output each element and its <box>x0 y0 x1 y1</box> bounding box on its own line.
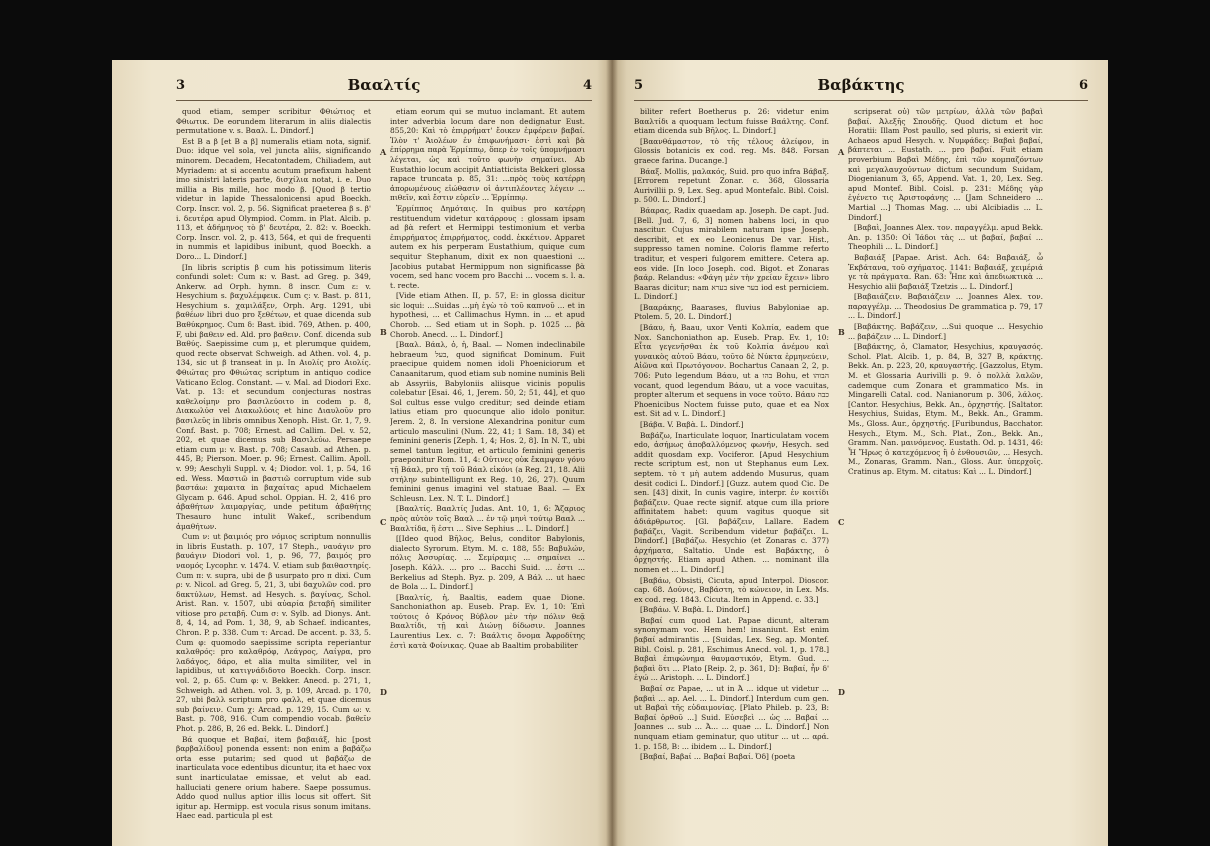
paragraph: [Βαβάκτης, ὁ, Clamator, Hesychius, κραυγασός. Schol. Plat. Alcib. 1, p. 84, B, 327 B, κράκτης. Bekk. An. p. 223, 20, κραυγαστής. [Gazzolus, Etym. M. et Glossaria Aurivilli p. 9. ὁ πολλὰ λαλῶν, cademque cum Zonara et grammatico Ms. in Mingarelli Catal. cod. Nanianorum p. 306, λάλος. [Cantor. Hesychius, Bekk. An., ὀρχηστής. [Saltator. Hesychius, Suidas, Etym. M., Bekk. An., Gramm. Ms., Gloss. Aur., ὀρχηστής. [Furibundus, Bacchator. Hesych., Etym. M., Sch. Plat., Zon., Bekk. An., Gramm. Nan. μαινόμενος. Eustath. Od. p. 1431, 46: Ἦ Ἥρως ὁ κατεχόμενος ἢ ὁ ἐνθουσιῶν, ... Hesych. Μ., Zonaras, Gramm. Nan., Gloss. Aur. ὑπερχοῖς. Cratinus ap. Etym. M. citatus: Καὶ ... L. Dindorf.] <box>848 342 1043 476</box>
section-letter: C <box>380 517 387 527</box>
right-page-column-2 <box>848 107 1043 846</box>
open-book <box>112 60 1108 846</box>
paragraph: Βάαρας, Radix quaedam ap. Joseph. De capt. Jud. [Bell. Jud. 7, 6, 3] nomen habens loci, in quo nascitur. Cujus mirabilem naturam ipse Joseph. describit, et ex eo Leonicenus De var. Hist., suppresso tamen nomine. Coloris flamme referto traditur, et vesperi fulgorem emittere. Cetera ap. eos vide. [In loco Joseph. cod. Bigot. et Zonaras βαάρ. Relandus: «Φάγη μὲν τὴν χρείαν ἔχειν» libro Baaras dicitur; nam בערא sive בער iod est perniciem. L. Dindorf.] <box>634 205 829 302</box>
section-letter: D <box>380 687 387 697</box>
paragraph: [Βααλ. Βάαλ, ὁ, ἡ, Baal. — Nomen indeclinabile hebraeum בעל, quod significat Dominum. Fuit praecipue quidem nomen idoli Phoeniciorum et Canaanitarum, quod etiam sub nomine numinis Beli ab Assyriis, Babyloniis aliisque vicinis populis colebatur [Esai. 46, 1, Jerem. 50, 2; 51, 44], et quo Sol cultus esse vulgo creditur; sed deinde etiam latius etiam pro quocunque alio idolo ponitur. Jerem. 2, 8. In versione Alexandrina ponitur cum articulo masculini (Num. 22, 41; 1 Sam. 18, 34) et feminini generis [Zeph. 1, 4; Hos. 2, 8]. In N. T., ubi semel tantum legitur, et articulo feminini generis praeponitur Rom. 11, 4: Οὐτινες οὐκ ἔκαμψαν γόνυ τῇ Βάαλ, pro τῇ τοῦ Βάαλ εἰκόνι (a Reg. 21, 18. Alii στήλην subintelligunt ex Reg. 10, 26, 27). Quum feminini genus imagini vel statuae Baal. — Ex Schleusn. Lex. N. T. L. Dindorf.] <box>390 340 585 503</box>
section-letter: B <box>838 327 845 337</box>
paragraph: [Vide etiam Athen. II, p. 57, E: in glossa dicitur sic loqui: ...Suidas ...μὴ ἐγὼ τὸ τοῦ καπνοῦ ... et in hypothesi, ... et Callimachus Hymn. in ... et apud Chorob. ... Sed etiam ut in Soph. p. 1025 ... βὰ Chorob. Anecd. ... L. Dindorf.] <box>390 291 585 339</box>
paragraph: [Βααλτίς, ἡ, Baaltis, eadem quae Dione. Sanchoniathon ap. Euseb. Prap. Ev. 1, 10: Ἐπὶ τούτοις ὁ Κρόνος Βύβλον μὲν τὴν πόλιν θεᾷ Βααλτίδι, τῇ καὶ Διώνῃ δίδωσιν. Joannes Laurentius Lex. c. 7: Βαάλτις ὄνομα Ἀφροδίτης ἐστὶ κατὰ Φοίνικας. Quae ab Baaltim probabiliter <box>390 592 585 650</box>
paragraph: [Βαβάω. V. Βαβὰ. L. Dindorf.] <box>640 605 750 615</box>
paragraph: [In libris scriptis β cum his potissimum literis confundi solet: Cum κ: v. Bast. ad Greg. p. 349, Ankerw. ad Orph. hymn. 8 inscr. Cum ε: v. Hesychium s. βαχυλέμφεικ. Cum ς: v. Bast. p. 811, Hesychium s. χαμιλάξεν, Orph. Arg. 1291, ubi βαθέων libri duo pro ξεθέτων, et quae dicenda sub Βαθύκρημος. Cum δ: Bast. ibid. 769, Athen. p. 400, F, ubi βαθειν ed. Ald. pro βαθειν. Conf. dicenda sub Βαθύς. Saepissime cum μ, et plerumque quidem, quod recte observat Schweigh. ad Athen. vol. 4, p. 134, sic ut β transeat in μ. In Αιολίς pro Αιολίς. Φθιώτας pro Φθιώτας scriptum in antiquo codice Vaticano Eclog. Constant. — v. Mal. ad Diodori Exc. Vat. p. 13: et secundum conjecturas nostras καθελοίμην pro βασιλεύοιτο in codem p. 8, Διακωλύσ vel Διακωλύοις et hinc Διαυλοῦν pro βασιλεῦς in libris omnibus Xenoph. Hist. Gr. 1, 7, 9. Conf. Bast. p. 708; Ernest. ad Callim. Del. v. 52, 202, et quae dicemus sub Βασιλεύω. Persaepe etiam cum μ: v. Bast. p. 708; Casaub. ad Athen. p. 445, B; Pierson. Moer. p. 96; Ernest. Callim. Apoll. v. 99; Aeschyli Suppl. v. 4; Diodor. vol. 1, p. 54, 16 ed. Wess. Μαστιῶ in βαστιῶ corruptum vide sub βαστάω: χαμαιτα in βαχαίτας apud Michaelem Glycam p. 646. Apud schol. Oppian. H. 2, 416 pro ἀβαθήτων λαιμαργίας, unde petitum ἀβαθήτης Thesauro hunc intulit Wakef., scribendum ἀμαθήτων. <box>176 262 371 531</box>
running-headword: Βααλτίς <box>347 76 421 94</box>
paragraph: Βάαξ. Mollis, μαλακός, Suid. pro quo infra Βάβαξ. [Errorem repetunt Zonar. c. 368, Glossaria Aurivillii p. 9, Lex. Seg. apud Montefalc. Bibl. Coisl. p. 500. L. Dindorf.] <box>634 166 829 205</box>
paragraph: etiam eorum qui se mutuo inclamant. Et autem inter adverbia locum dare non dedignatur Eust. 855,20: Καὶ τὸ ἐπιρρήματ' ἔοικεν ἐμφέρειν βαβαί. Ἰλὸν τ' Ἀιολέων ἐν ἐπιφωνήμασι· ἐστὶ καὶ βὰ ἐπίρρημα παρὰ Ἑρμίππῳ, ὅπερ ἐν τοῖς ὑπομνήμασι λέγεται, ὡς καὶ τοῦτο φωνὴν σημαίνει. Ab Eustathio locum accipit Antiatticista Bekkeri glossa rapace truncata p. 85, 31: ...πρὸς τοὺς κατέρρη ἀπορωμένους εἰώθασιν οἱ ἀντιπλέοντες λέγειν ... πιθεῖν, καὶ ἔστιν εὑρεῖν ... Ἑρμίππῳ. <box>390 107 585 203</box>
paragraph: scripserat οὐ) τῶν μετρίων, ἀλλὰ τῶν βαβαὶ βαβαί. Ἀλεξῆς Σπουδῆς. Quod dictum et hoc Horatii: Illam Post paullo, sed pluris, si exierit vir. Achaeos apud Hesych. v. Νυμφάδες: Βαβαὶ βαβαί, βάπτεται ... Eustath. ... pro βαβαί. Fuit etiam proverbium Βαβαὶ Μέδης, ἐπὶ τῶν κομπαζόντων καὶ μεγαλαυχούντων dictum secundum Suidam, Diogenianum 3, 65, Append. Vat. 1, 20, Lex. Seg. apud Montef. Bibl. Coisl. p. 231: Μέδης γὰρ ἐγένετο τις Ἀριστοφάνης ... [Jam Schneidero ... Martial ...] Thomas Mag. ... ubi Alcibiadis ... L. Dindorf.] <box>848 107 1043 222</box>
section-letter: B <box>380 327 387 337</box>
paragraph: Est B a β [et B a β] numeralis etiam nota, signif. Duo: idque vel sola, vel juncta aliis, significando minorem. Decadem, Hecatontadem, Chiliadem, aut Myriadem: at si accentu acutum praefixum habent imo sinistri lateris parte, δισχίλια notat, i. e. Duo millia a Bis mille, hoc modo β. [Quod β tertio videtur in lapide Thessalonicensi apud Boeckh. Corp. Inscr. vol. 2, p. 56. Significat praeterea β s. β' i. δευτέρα apud Olympiod. Comm. in Plat. Alcib. p. 113, et ἀδήμηνος τὸ β' δευτέρα, 2. 82: v. Boeckh. Corp. Inscr. vol. 2, p. 413, 564, et qui de frequenti in nummis et lapidibus inibunt, quod Boeckh. a Doro... L. Dindorf.] <box>176 136 371 261</box>
paragraph: [Βαβαὶ, Joannes Alex. τον. παραγγέλμ. apud Bekk. An. p. 1350: Οἱ Ἰάδοι τὰς ... ut βαβαί, βαβαί ... Theophili ... L. Dindorf.] <box>848 223 1043 252</box>
paragraph: [[Ideo quod Βῆλος, Belus, conditor Babylonis, dialecto Syrorum. Etym. M. c. 188, 55: Βαβυλών, πόλις Ἀσσυρίας. ... Σεμίραμις ... σημαίνει ... Joseph. Κάλλ. ... pro ... Bacchi Suid. ... ἐστι ... Berkelius ad Steph. Byz. p. 209, A Βάλ ... ut haec de Bola ... L. Dindorf.] <box>390 534 585 592</box>
left-page-column-2 <box>390 107 585 846</box>
paragraph: [Βααλτίς. Βααλτίς Judas. Ant. 10, 1, 6: Ἄζαριος πρὸς αὐτὸν τοῖς Βααλ ... ἐν τῷ μηνὶ τούτῳ Βααλ ... Βααλτίδα, ἥ ἐστι ... Sive Sephius ... L. Dindorf.] <box>390 504 585 533</box>
book-gutter <box>606 60 618 846</box>
section-letter: A <box>380 147 387 157</box>
section-letter: D <box>838 687 845 697</box>
paragraph: [Βάβα. V. Βαβὰ. L. Dindorf.] <box>640 420 744 429</box>
left-page-columns <box>176 107 592 846</box>
paragraph: Βά quoque et Βαβαί, item βαβαιάξ, hic [post βαρβαλίδου] ponenda essent: non enim a βαβάζω orta esse putarim; sed quod ut βαβάζω de inarticulata voce edentibus dicuntur, ita et haec vox sunt inarticulatae emissae, et velut ab ead. halluciati genere orium habere. Saepe possumus. Addo quod nullus aptior illis locus sit offert. Sit igitur ap. Hermipp. est vocula risus sonum imitans. Haec ead. particula pl est <box>176 734 371 821</box>
paragraph: Ἑρμίππος Δημόταις. In quibus pro κατέρρη restituendum videtur κατάρρους : glossam ipsam ad βὰ refert et Hermippi testimonium et verba ἐπιρρήματος ἐπιρρήματος, codd. ἐκκέτιον. Apparet autem ex his perperam Eustathium, quique cum sequitur Stephanum, dixit ex non quaestioni ... Jacobius putabat Hermippum non significasse βὰ vocem, sed hanc vocem pro Bacchi ... vocem s. l. a. t. recte. <box>390 203 585 290</box>
right-page-columns <box>634 107 1088 846</box>
left-page-column-1 <box>176 107 371 846</box>
paragraph: quod etiam, semper scribitur Φθιώτιος et Φθιωτικ. De eorundem literarum in aliis dialectis permutatione v. s. Βααλ. L. Dindorf.] <box>176 107 371 136</box>
left-page-header <box>176 78 592 101</box>
paragraph: Βαβαί cum quod Lat. Papae dicunt, alteram synonymam voc. Hem hem! insaniunt. Est enim βαβαί admirantis ... [Suidas, Lex. Seg. ap. Montef. Bibl. Coisl. p. 281, Eschimus Anecd. vol. 1, p. 178.] Βαβαὶ ἐπιφώνημα θαυμαστικόν, Etym. Gud. ... βαβαὶ ὅτι ... Plato [Reip. 2, p. 361, D]: Βαβαί, ἦν δ' ἐγώ ... Aristoph. ... L. Dindorf.] <box>634 615 829 683</box>
running-headword: Βαβάκτης <box>817 76 905 94</box>
paragraph: Βαβαιάξ [Papae. Arist. Ach. 64: Βαβαιάξ, ὦ Ἐκβάτανα, τοῦ σχήματος. 1141: Βαβαιάξ, χειμέριά γε τὰ πράγματα. Ran. 63: Ἦπε καὶ ἀπεδιωκτικὰ ... Hesychio alii βαβαιάξ Tzetzis ... L. Dindorf.] <box>848 252 1043 291</box>
paragraph: [Βαβαιάζειν. Βαβαιάζειν ... Joannes Alex. τον. παραγγέλμ. ... Theodosius De grammatica p. 79, 17 ... L. Dindorf.] <box>848 292 1043 321</box>
right-page <box>612 60 1108 846</box>
paragraph: Cum ν: ut βαιμιός pro νόμιος scriptum nonnullis in libris Eustath. p. 107, 17 Steph., ναυάγιν pro βαυάγιν Diodori vol. 1, p. 96, 77, βαιμός pro ναομός Lycophr. v. 1474. V. etiam sub βαιθαστηρίς. Cum π: v. supra, ubi de β usurpato pro π dixi. Cum ρ: v. Nicol. ad Greg. 5, 21, 3, ubi δαχυλῶν cod. pro δακτύλων, Hemst. ad Hesych. s. βαγίνας, Schol. Arist. Ran. v. 1507, ubi αὐαρία βεταβῆ similiter vitiose pro ρεταβῆ. Cum σ: v. Sylb. ad Dionys. Ant. 8, 4, 14, ad Pom. 1, 38, 9, ab Schaef. indicantes, Chron. P. p. 338. Cum τ: Arcad. De accent. p. 33, 5. Cum φ: quomodo saepissime scripta reperiantur καλαθρός: pro καλαθρόφ, Λεάγρος, Λαίγρα, pro λαδάγος, δάρο, et alia multa similiter, vel in lapidibus, ut κατιγνάδιδοτο Boeckh. Corp. inscr. vol. 2, p. 65. Cum φ: v. Bekker. Anecd. p. 271, 1, Schweigh. ad Athen. vol. 3, p. 109, Arcad. p. 170, 27, ubi βαλλ scriptum pro φαλλ, et quae dicemus sub βαίνειν. Cum χ: Arcad. p. 129, 15. Cum ω: v. Bast. p. 708, 916. Cum compendio vocab. βαθεῖν Phot. p. 286, B, 26 ed. Bekk. L. Dindorf.] <box>176 532 371 733</box>
right-page-header <box>634 78 1088 101</box>
page-number: 4 <box>582 78 592 93</box>
paragraph: Βαβάζω, Inarticulate loquor, Inarticulatam vocem edo, ἀσήμως ἀποβαλλόμενος φωνήν, Hesych. sed addit quosdam exp. Vociferor. [Apud Hesychium recte scriptum est, non ut Stephanus eum Lex. septem. τὸ τ μὴ autem addendo Musurus, quam desit codici L. Dindorf.] [Guzz. autem quod Cic. De sen. [43] dixit, In cunis vagire, interpr. ἐν κοιτίδι βαβάζειν. Quae recte signif. atque cum illa priore affinitatem habet: quum vagitus quoque sit ἀδιάρθρωτος. [Gl. βαβάζειν, Lallare. Eadem βαβάζει, Vagit. Scribendum videtur βαβάζει. L. Dindorf.] [Βαβάζω. Hesychio (et Zonaras c. 377) ἀρχήματα, Saltatio. Unde est Βαβάκτης, ὁ ὀρχηστής. Etiam apud Athen. ... nominant illa nomen et ... L. Dindorf.] <box>634 430 829 574</box>
page-number: 5 <box>634 78 644 93</box>
paragraph: [Βάαυ, ἡ, Baau, uxor Venti Κολπία, eadem que Nox. Sanchoniathon ap. Euseb. Prap. Ev. 1, 10: Εἶτα γεγενῆσθαι ἐκ τοῦ Κολπία ἀνέμου καὶ γυναικὸς αὐτοῦ Βάαυ, τοῦτο δὲ Νύκτα ἑρμηνεύειν, Αἰῶνα καὶ Πρωτόγονον. Bochartus Canaan 2, 2, p. 706: Puto legendum Βάαυ, ut a בהו Bohu, et הבוהו vocant, quod legendum Βάαυ, ut a voce vacuitas, propter alterum et sequens in voce τοῦτο. Βάαυ כבה Phoenicibus Noctem fuisse puto, quae et ea Nox est. Sit ad v. L. Dindorf.] <box>634 323 829 419</box>
left-page <box>112 60 612 846</box>
section-letter: A <box>838 147 845 157</box>
right-page-column-1 <box>634 107 829 846</box>
paragraph: [Βαβάκτης. Βαβάζειν, ...Sui quoque ... Hesychio ... βαβάζειν ... L. Dindorf.] <box>848 322 1043 341</box>
paragraph: [Βααράκης, Baarases, fluvius Babyloniae ap. Ptolem. 5, 20. L. Dindorf.] <box>634 302 829 322</box>
page-number: 3 <box>176 78 186 93</box>
paragraph: Βαβαί σε Papae, ... ut in Ἀ ... idque ut videtur ... βαβαὶ ... ap. Ael. ... L. Dindorf.] Interdum cum gen. ut Βαβαὶ τῆς εὐδαιμονίας. [Plato Phileb. p. 23, B: Βαβαί ὀρθοῦ ...] Suid. Εὐσεβεὶ ... ὡς ... Βαβαί ... Joannes ... sub ... Ἀ... ... quae ... L. Dindorf.] Non nunquam etiam geminatur, quo utitur ... ut ... αρά. 1. p. 158, B: ... ibidem ... L. Dindorf.] <box>634 684 829 751</box>
paragraph: [Βαβάω, Obsisti, Cicuta, apud Interpol. Dioscor. cap. 68. Δούνις, Βαβάστη, τὸ κώνειον, in Lex. Ms. ex cod. reg. 1843. Cicuta. Item in Append. c. 33.] <box>634 575 829 604</box>
section-letter: C <box>838 517 845 527</box>
page-number: 6 <box>1078 78 1088 93</box>
paragraph: [Βαβαί, Baβaί ... Βαβαί Βαβαί. Ὀδ] (poeta <box>640 752 796 762</box>
paragraph: biliter refert Boetherus p. 26: videtur enim Βααλτίδι a quoquam lectum fuisse Βαάλτης. Conf. etiam dicenda sub Βῆλος. L. Dindorf.] <box>634 107 829 136</box>
paragraph: [Βαανθάμαστον, τὸ τῆς τέλους ἀλείφον, in Glossis botanicis ex cod. reg. Ms. 848. Forsan graece farina. Ducange.] <box>634 136 829 165</box>
